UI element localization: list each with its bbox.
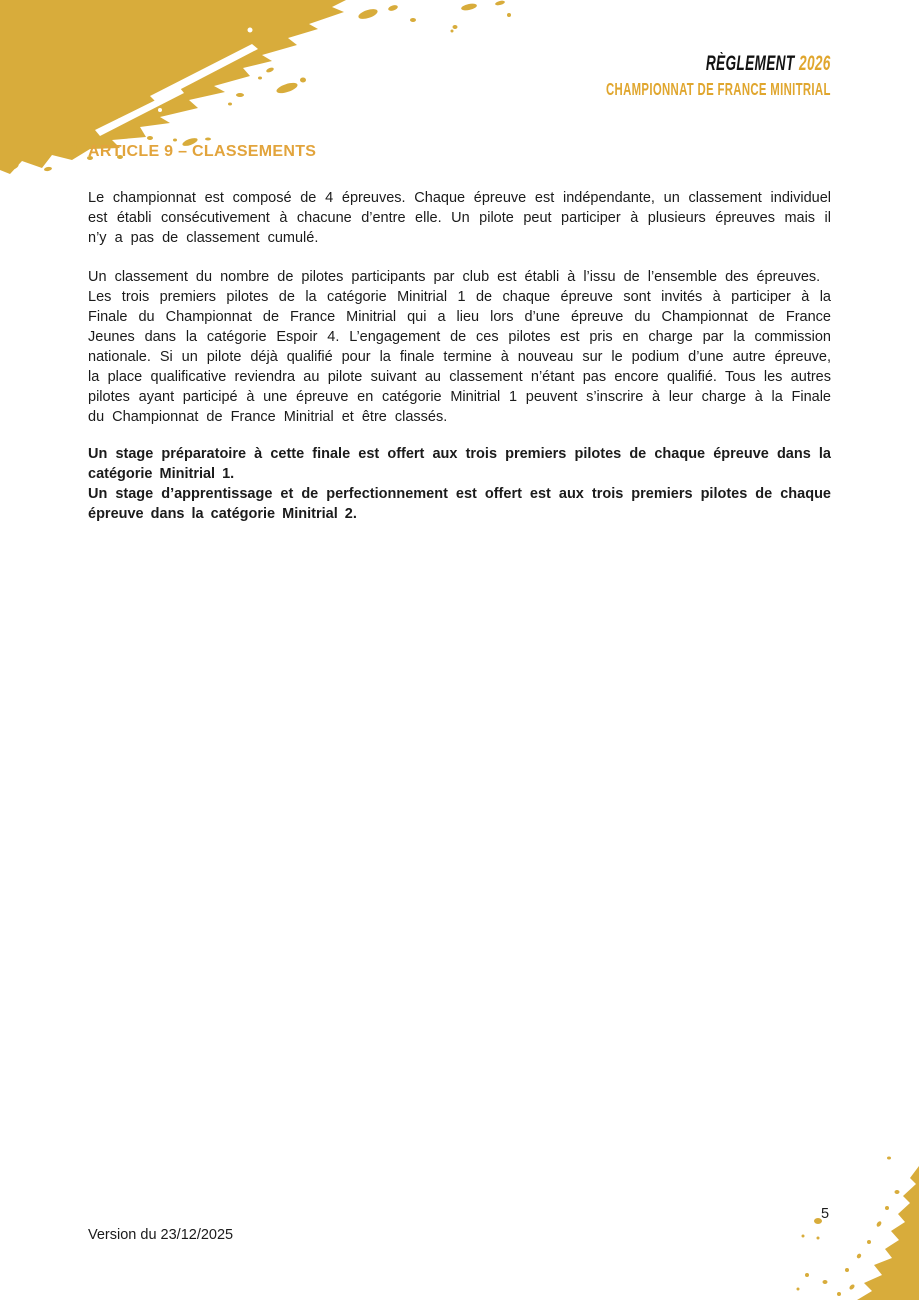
paragraph-classement-clubs: Un classement du nombre de pilotes participants par club est établi à l’issu de l’ensemble des épreuves.	[88, 269, 821, 285]
page-header	[485, 53, 831, 98]
footer-page-number: 5	[821, 1206, 830, 1222]
footer-version-label: Version du 23/12/2025	[88, 1227, 234, 1243]
paragraph-stage-minitrial2: Un stage d’apprentissage et de perfectionnement est offert est aux trois premiers pilotes de chaque épreuve dans la catégorie Minitrial 2.	[88, 486, 831, 522]
paragraph-stage-minitrial1: Un stage préparatoire à cette finale est offert aux trois premiers pilotes de chaque épreuve dans la catégorie Minitrial 1.	[88, 446, 831, 482]
paragraph-finale-qualification: Les trois premiers pilotes de la catégorie Minitrial 1 de chaque épreuve sont invités à participer à la Finale du Championnat de France Minitrial qui a lieu lors d’une épreuve du Championnat de France Jeunes dans la catégorie Espoir 4. L’engagement de ces pilotes est pris en charge par la commission nationale. Si un pilote déjà qualifié pour la finale termine à nouveau sur le podium d’une autre épreuve, la place qualificative reviendra au pilote suivant au classement n’étant pas encore qualifié. Tous les autres pilotes ayant participé à une épreuve en catégorie Minitrial 1 peuvent s’inscrire à leur charge à la Finale du Championnat de France Minitrial et être classés.	[88, 289, 831, 425]
header-title-year: 2026	[799, 52, 831, 75]
paragraph-championnat: Le championnat est composé de 4 épreuves. Chaque épreuve est indépendante, un classement individuel est établi consécutivement à chacune d’entre elle. Un pilote peut participer à plusieurs épreuves mais il n’y a pas de classement cumulé.	[88, 190, 831, 246]
header-title	[606, 53, 831, 74]
article-content	[88, 143, 831, 524]
brush-splash-bottom-right-decoration	[789, 1150, 919, 1300]
header-title-edition: RÈGLEMENT	[706, 52, 795, 75]
header-subtitle: CHAMPIONNAT DE FRANCE MINITRIAL	[606, 79, 831, 99]
article-title: ARTICLE 9 – CLASSEMENTS	[88, 143, 317, 160]
stage-offers-block	[88, 444, 831, 524]
